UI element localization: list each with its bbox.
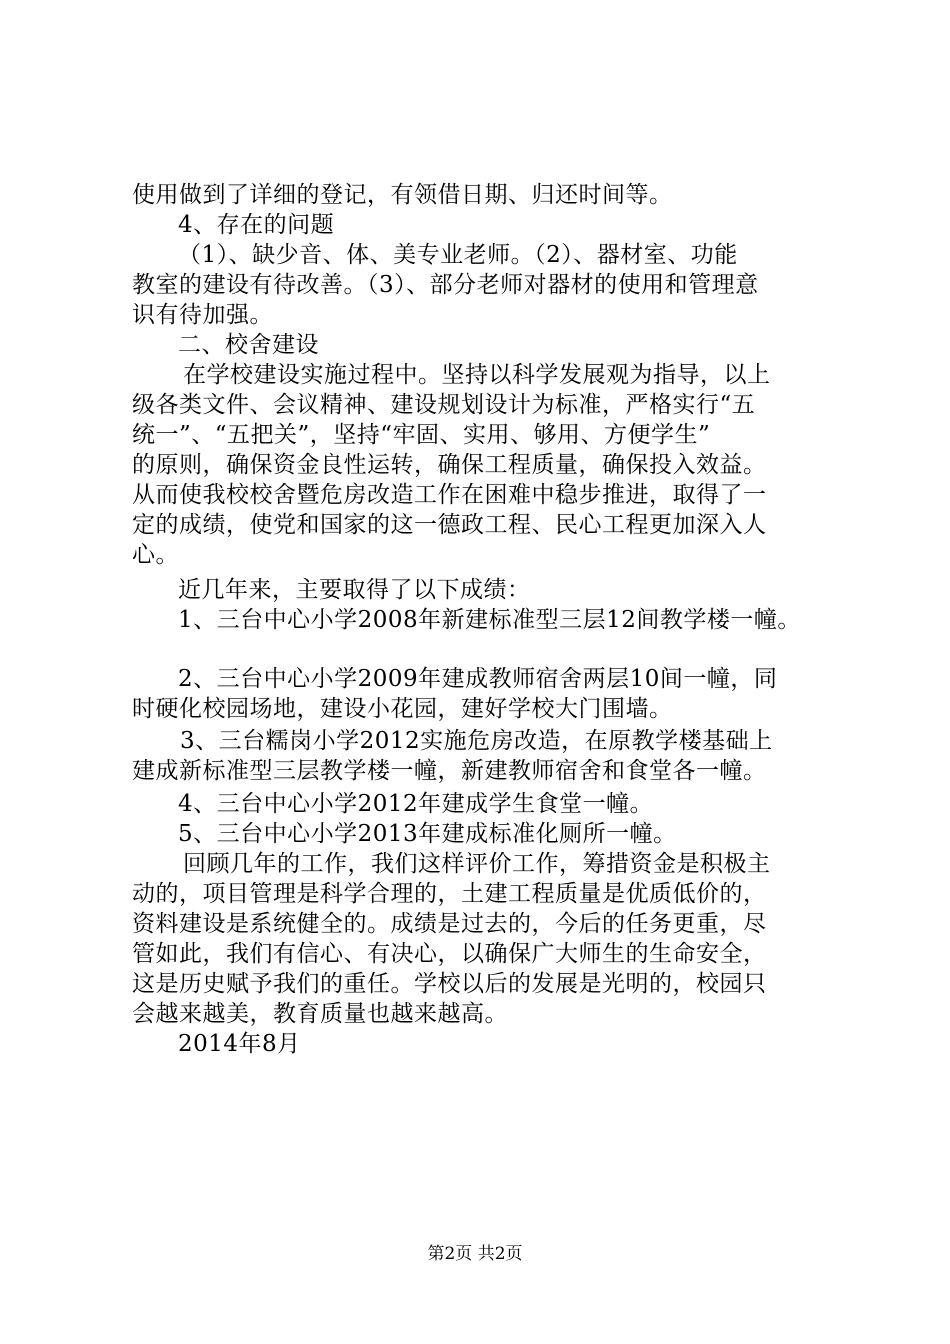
body-line: 这是历史赋予我们的重任。学校以后的发展是光明的，校园只 [132,971,767,997]
body-line: 心。 [132,542,179,568]
date-line: 2014年8月 [178,1031,301,1057]
body-line: 回顾几年的工作，我们这样评价工作，筹措资金是积极主 [183,851,771,877]
body-line: 时硬化校园场地，建设小花园，建好学校大门围墙。 [132,696,673,722]
body-line: 动的，项目管理是科学合理的，土建工程质量是优质低价的， [132,881,767,907]
list-item: 2、三台中心小学2009年建成教师宿舍两层10间一幢，同 [178,666,778,692]
body-line: 近几年来，主要取得了以下成绩： [178,577,531,603]
list-item: 3、三台糯岗小学2012实施危房改造，在原教学楼基础上 [180,728,773,754]
body-line: 会越来越美，教育质量也越来越高。 [132,1001,508,1027]
section-heading: 4、存在的问题 [178,212,335,238]
body-line: 在学校建设实施过程中。坚持以科学发展观为指导，以上 [183,362,771,388]
body-line: 管如此，我们有信心、有决心，以确保广大师生的生命安全， [132,941,767,967]
body-line: 资料建设是系统健全的。成绩是过去的，今后的任务更重，尽 [132,911,767,937]
body-line: 使用做到了详细的登记，有领借日期、归还时间等。 [132,182,673,208]
body-line: 识有待加强。 [132,302,273,328]
body-line: 的原则，确保资金良性运转，确保工程质量，确保投入效益。 [132,452,767,478]
body-line: 建成新标准型三层教学楼一幢，新建教师宿舍和食堂各一幢。 [132,758,767,784]
body-line: 定的成绩，使党和国家的这一德政工程、民心工程更加深入人 [132,512,767,538]
list-item: 4、三台中心小学2012年建成学生食堂一幢。 [178,791,654,817]
page-footer: 第2页 共2页 [427,1244,523,1264]
body-line: 从而使我校校舍暨危房改造工作在困难中稳步推进，取得了一 [132,482,767,508]
body-line: （1）、缺少音、体、美专业老师。（2）、器材室、功能 [178,242,738,268]
body-line: 级各类文件、会议精神、建设规划设计为标准，严格实行“五 [132,392,756,418]
section-heading: 二、校舍建设 [178,332,319,358]
body-line: 教室的建设有待改善。（3）、部分老师对器材的使用和管理意 [132,272,759,298]
body-line: 统一”、“五把关”，坚持“牢固、实用、够用、方便学生” [132,422,711,448]
list-item: 5、三台中心小学2013年建成标准化厕所一幢。 [178,821,677,847]
list-item: 1、三台中心小学2008年新建标准型三层12间教学楼一幢。 [178,607,801,633]
